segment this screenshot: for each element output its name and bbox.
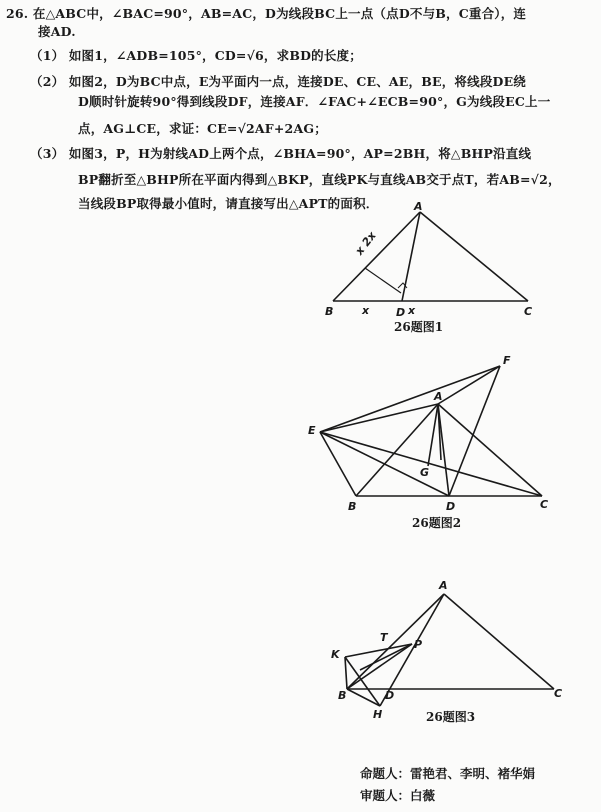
figure-2 bbox=[320, 366, 542, 496]
fig3-label-t: T bbox=[380, 631, 388, 644]
fig3-label-p: P bbox=[414, 638, 423, 651]
figure-3 bbox=[345, 594, 554, 706]
fig2-label-f: F bbox=[503, 354, 511, 367]
part-3-text-c: 当线段BP取得最小值时，请直接写出△APT的面积． bbox=[78, 196, 379, 211]
part-3-text-a: （3） 如图3，P，H为射线AD上两个点，∠BHA=90°，AP=2BH，将△BHP沿直线 bbox=[30, 146, 532, 161]
part-2-text-a: （2） 如图2，D为BC中点，E为平面内一点，连接DE、CE、AE，BE，将线段DE绕 bbox=[30, 74, 526, 89]
fig3-label-h: H bbox=[373, 708, 383, 721]
fig1-label-d: D bbox=[396, 306, 406, 319]
fig1-caption: 26题图1 bbox=[394, 320, 444, 334]
fig1-label-x1: x bbox=[362, 304, 370, 317]
fig1-label-c: C bbox=[524, 305, 533, 318]
fig2-label-e: E bbox=[308, 424, 316, 437]
fig1-label-b: B bbox=[325, 305, 334, 318]
part-1-text: （1） 如图1，∠ADB=105°，CD=√6，求BD的长度； bbox=[30, 48, 362, 63]
problem-line-2: 接AD. bbox=[38, 24, 76, 39]
fig3-label-c: C bbox=[554, 687, 563, 700]
fig2-label-d: D bbox=[446, 500, 456, 513]
fig2-label-a: A bbox=[434, 390, 443, 403]
fig3-label-k: K bbox=[331, 648, 340, 661]
fig2-label-b: B bbox=[348, 500, 357, 513]
fig3-caption: 26题图3 bbox=[426, 710, 476, 724]
fig1-note: x 2x bbox=[352, 229, 379, 258]
part-2-text-c: 点，AG⊥CE，求证：CE=√2AF+2AG； bbox=[78, 121, 327, 136]
fig2-caption: 26题图2 bbox=[412, 516, 462, 530]
fig3-label-d: D bbox=[385, 689, 395, 702]
part-2-text-b: D顺时针旋转90°得到线段DF，连接AF．∠FAC+∠ECB=90°，G为线段EC上一 bbox=[78, 94, 551, 109]
fig3-label-b: B bbox=[338, 689, 347, 702]
part-3-text-b: BP翻折至△BHP所在平面内得到△BKP，直线PK与直线AB交于点T，若AB=√2， bbox=[78, 172, 561, 187]
setter-credit: 命题人：雷艳君、李明、褚华娟 bbox=[360, 766, 536, 781]
fig3-label-a: A bbox=[439, 579, 448, 592]
fig2-label-g: G bbox=[420, 466, 430, 479]
fig1-label-x2: x bbox=[408, 304, 416, 317]
reviewer-credit: 审题人：白薇 bbox=[360, 788, 436, 803]
fig2-label-c: C bbox=[540, 498, 549, 511]
fig1-label-a: A bbox=[414, 200, 423, 213]
problem-line-1: 26. 在△ABC中，∠BAC=90°，AB=AC，D为线段BC上一点（点D不与B，C重合），连 bbox=[6, 6, 527, 21]
